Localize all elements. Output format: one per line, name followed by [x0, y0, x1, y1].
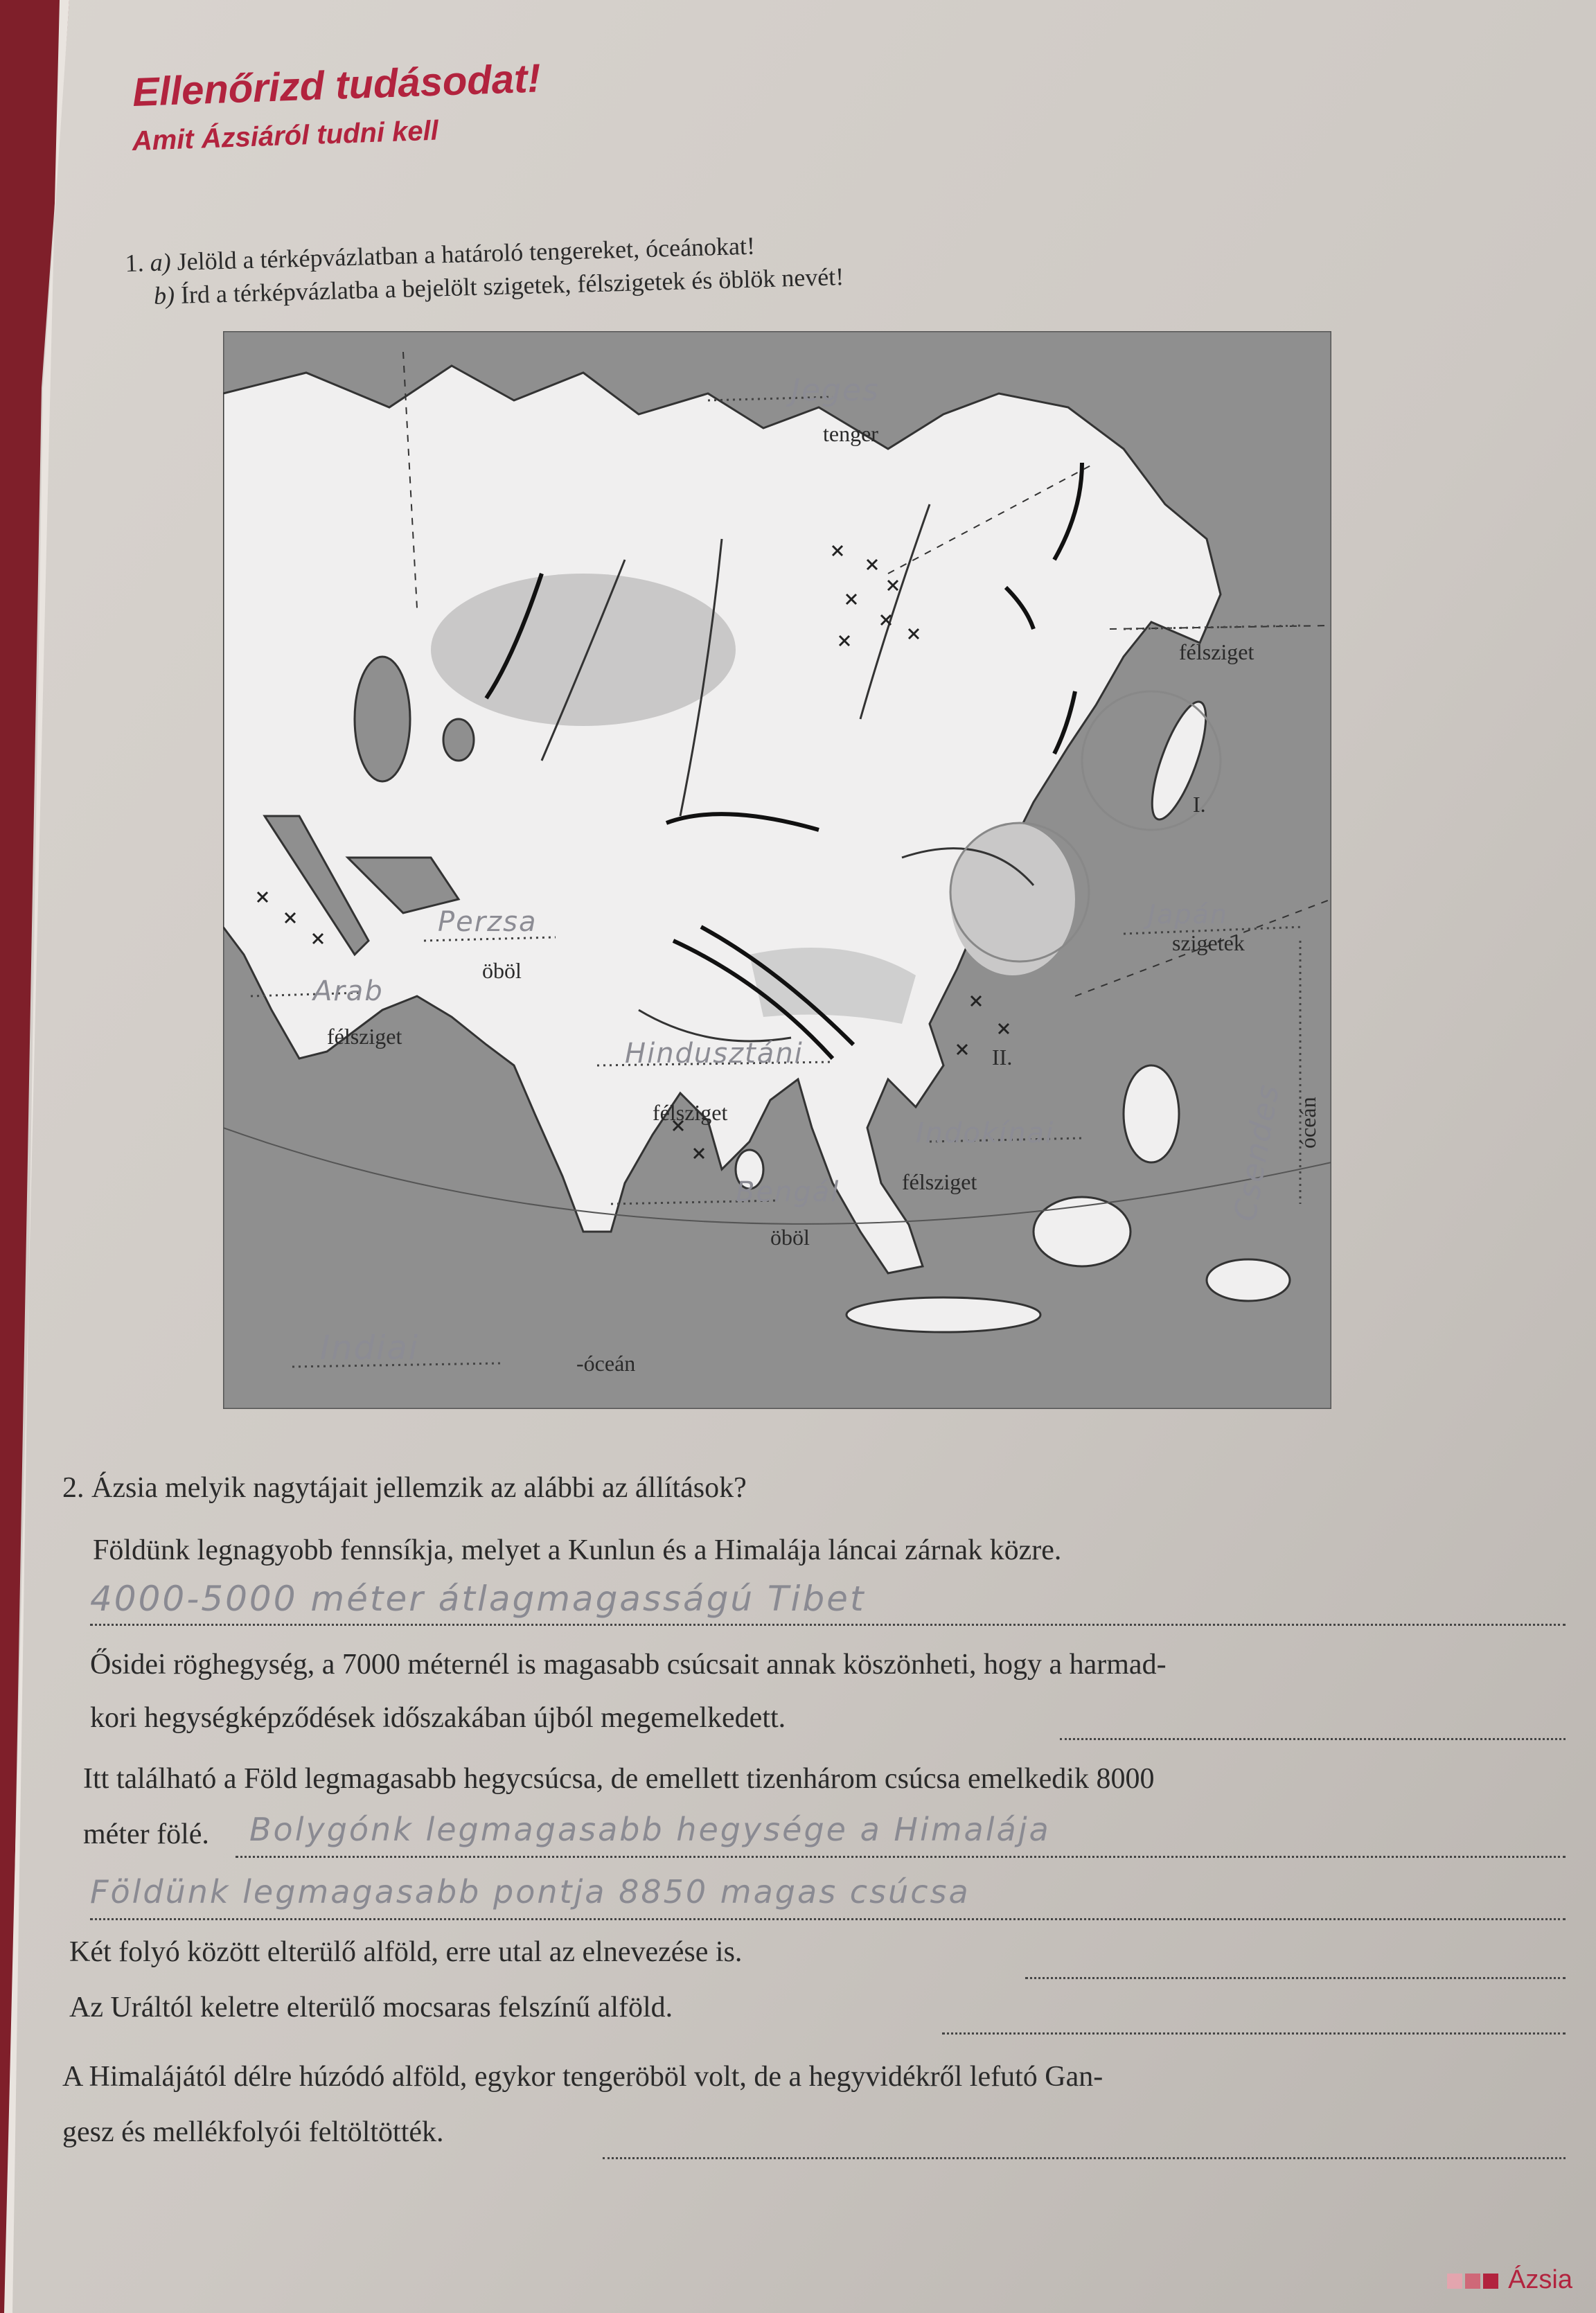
- caspian-sea: [355, 657, 410, 781]
- task-2-item-3-answer-1: Bolygónk legmagasabb hegysége a Himalája: [249, 1811, 1051, 1848]
- map-label-felsziget-arab: félsziget: [327, 1024, 402, 1049]
- footer-square-2: [1465, 2274, 1480, 2289]
- task-1-b-text: Írd a térképvázlatba a bejelölt szigetek, félszigetek és öblök nevét!: [180, 263, 844, 309]
- new-guinea: [1207, 1259, 1290, 1301]
- handwriting-csendes: Csendes: [1227, 1081, 1287, 1224]
- task-2-item-4-line: [1025, 1977, 1566, 1979]
- footer-square-1: [1447, 2274, 1462, 2289]
- task-2-item-6-line: [603, 2157, 1566, 2159]
- task-2-item-4-text: Két folyó között elterülő alföld, erre utal az elnevezése is.: [69, 1936, 743, 1968]
- map-label-szigetek: szigetek: [1172, 930, 1245, 955]
- handwriting-jeges: Jeges: [791, 373, 880, 408]
- map-label-felsziget-east: félsziget: [1179, 639, 1254, 664]
- task-2-item-2-line: [1060, 1738, 1566, 1740]
- handwriting-hindusztani: Hindusztáni: [625, 1038, 804, 1070]
- handwriting-japan: Japán: [1148, 899, 1228, 930]
- task-1-a-marker: a): [150, 248, 172, 276]
- map-label-roman-ii: II.: [992, 1045, 1013, 1070]
- map-label-felsziget-india: félsziget: [653, 1100, 728, 1125]
- task-2-item-5-text: Az Uráltól keletre elterülő mocsaras felszínű alföld.: [69, 1992, 673, 2023]
- chapter-footer: [1447, 2265, 1572, 2295]
- page-subtitle: Amit Ázsiáról tudni kell: [132, 115, 439, 157]
- task-2-item-3-answer-2: Földünk legmagasabb pontja 8850 magas csúcsa: [90, 1873, 970, 1911]
- map-label-ocean-pacific: óceán: [1295, 1097, 1320, 1149]
- task-1-b-marker: b): [153, 281, 175, 310]
- footer-label: Ázsia: [1508, 2265, 1572, 2294]
- handwriting-bengal: Bengál: [736, 1176, 840, 1208]
- map-label-obol-persian: öböl: [482, 958, 522, 983]
- task-2-item-3-text-1: Itt található a Föld legmagasabb hegycsúcsa, de emellett tizenhárom csúcsa emelkedik 8000: [83, 1763, 1155, 1795]
- map-label-felsziget-indochina: félsziget: [902, 1169, 977, 1194]
- handwriting-indiai: Indiai: [320, 1329, 420, 1367]
- task-2-item-2-text-2: kori hegységképződések időszakában újból megemelkedett.: [90, 1702, 786, 1734]
- philippines: [1124, 1065, 1179, 1162]
- java: [846, 1297, 1040, 1332]
- handwriting-indokinai: Indokínai: [916, 1117, 1055, 1149]
- page-title: Ellenőrizd tudásodat!: [132, 55, 542, 115]
- map-label-tenger: tenger: [823, 421, 878, 446]
- task-1-a-text: Jelöld a térképvázlatban a határoló tengereket, óceánokat!: [177, 231, 756, 276]
- task-2-item-2-text-1: Ősidei röghegység, a 7000 méternél is magasabb csúcsait annak köszönheti, hogy a harmad-: [90, 1649, 1167, 1681]
- task-2-question: Ázsia melyik nagytájait jellemzik az alábbi az állítások?: [91, 1472, 747, 1504]
- task-2-number: 2.: [62, 1472, 85, 1504]
- task-1-number: 1.: [125, 249, 145, 277]
- task-2-item-5-line: [942, 2032, 1566, 2035]
- task-2-item-1-answer: 4000-5000 méter átlagmagasságú Tibet: [90, 1579, 866, 1619]
- task-2-heading: [62, 1471, 747, 1505]
- task-2-item-3-line-2: [90, 1918, 1566, 1920]
- task-2-item-3-text-2: méter fölé.: [83, 1818, 209, 1850]
- map-label-roman-i: I.: [1193, 792, 1206, 817]
- aral-sea: [443, 719, 474, 761]
- borneo: [1034, 1197, 1130, 1266]
- task-2-item-3-line-1: [236, 1856, 1566, 1858]
- task-2-item-1-text: Földünk legnagyobb fennsíkja, melyet a Kunlun és a Himalája láncai zárnak közre.: [93, 1534, 1062, 1566]
- asia-sketch-map: [223, 331, 1331, 1409]
- footer-square-3: [1483, 2274, 1498, 2289]
- handwriting-perzsa: Perzsa: [438, 906, 538, 938]
- task-2-item-6-text-2: gesz és mellékfolyói feltöltötték.: [62, 2116, 444, 2148]
- handwriting-arab: Arab: [313, 975, 384, 1007]
- west-siberian-lowland-shade: [431, 574, 736, 726]
- task-2-item-6-text-1: A Himalájától délre húzódó alföld, egykor tengeröböl volt, de a hegyvidékről lefutó Gan-: [62, 2061, 1103, 2093]
- map-label-obol-bengal: öböl: [770, 1225, 810, 1250]
- map-label-ocean-indian: -óceán: [576, 1351, 636, 1376]
- task-2-item-1-line: [90, 1624, 1566, 1626]
